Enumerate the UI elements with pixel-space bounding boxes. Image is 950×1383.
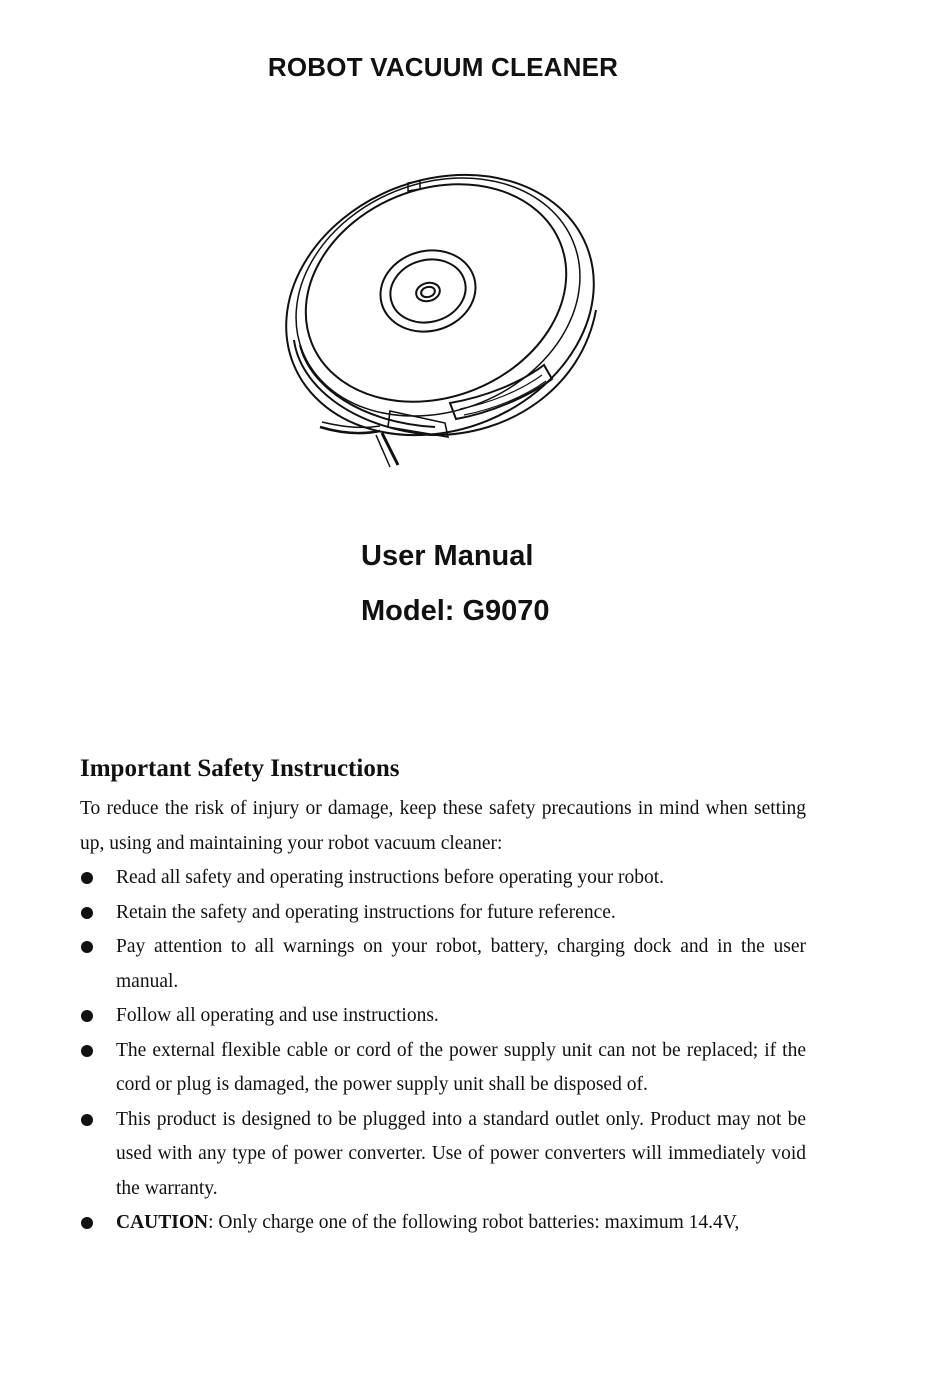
list-item [80, 930, 806, 999]
bullet-icon [81, 1010, 93, 1022]
bullet-icon [81, 907, 93, 919]
list-item-text: Retain the safety and operating instructions for future reference. [116, 901, 616, 923]
bullet-icon [81, 1045, 93, 1057]
list-item-text: The external flexible cable or cord of the power supply unit can not be replaced; if the cord or plug is damaged, the power supply unit shall be disposed of. [116, 1039, 806, 1095]
list-item-text: Read all safety and operating instructions before operating your robot. [116, 867, 664, 888]
bullet-icon [81, 1114, 93, 1126]
robot-vacuum-illustration [270, 165, 620, 485]
bullet-icon [81, 1217, 93, 1229]
list-item [80, 896, 806, 931]
manual-title: User Manual [361, 540, 534, 572]
safety-heading: Important Safety Instructions [80, 755, 400, 782]
page-title: ROBOT VACUUM CLEANER [267, 52, 619, 82]
caution-item [80, 1206, 806, 1241]
bullet-icon [81, 872, 93, 884]
safety-intro: To reduce the risk of injury or damage, keep these safety precautions in mind when setting up, using and maintaining your robot vacuum cleaner: [80, 798, 806, 854]
safety-list [80, 861, 806, 1241]
bullet-icon [81, 941, 93, 953]
safety-section [80, 752, 806, 1241]
list-item-text: : Only charge one of the following robot batteries: maximum 14.4V, [208, 1212, 740, 1233]
list-item [80, 1034, 806, 1103]
list-item-text: This product is designed to be plugged into a standard outlet only. Product may not be used with any type of power converter. Use of power converters will immediately void the warranty. [116, 1108, 806, 1199]
list-item [80, 861, 806, 896]
list-item-text: Follow all operating and use instructions. [116, 1005, 439, 1026]
caution-label: CAUTION [116, 1212, 209, 1233]
list-item [80, 1103, 806, 1207]
model-number: Model: G9070 [361, 595, 550, 627]
list-item-text: Pay attention to all warnings on your robot, battery, charging dock and in the user manual. [116, 936, 806, 992]
list-item [80, 999, 806, 1034]
